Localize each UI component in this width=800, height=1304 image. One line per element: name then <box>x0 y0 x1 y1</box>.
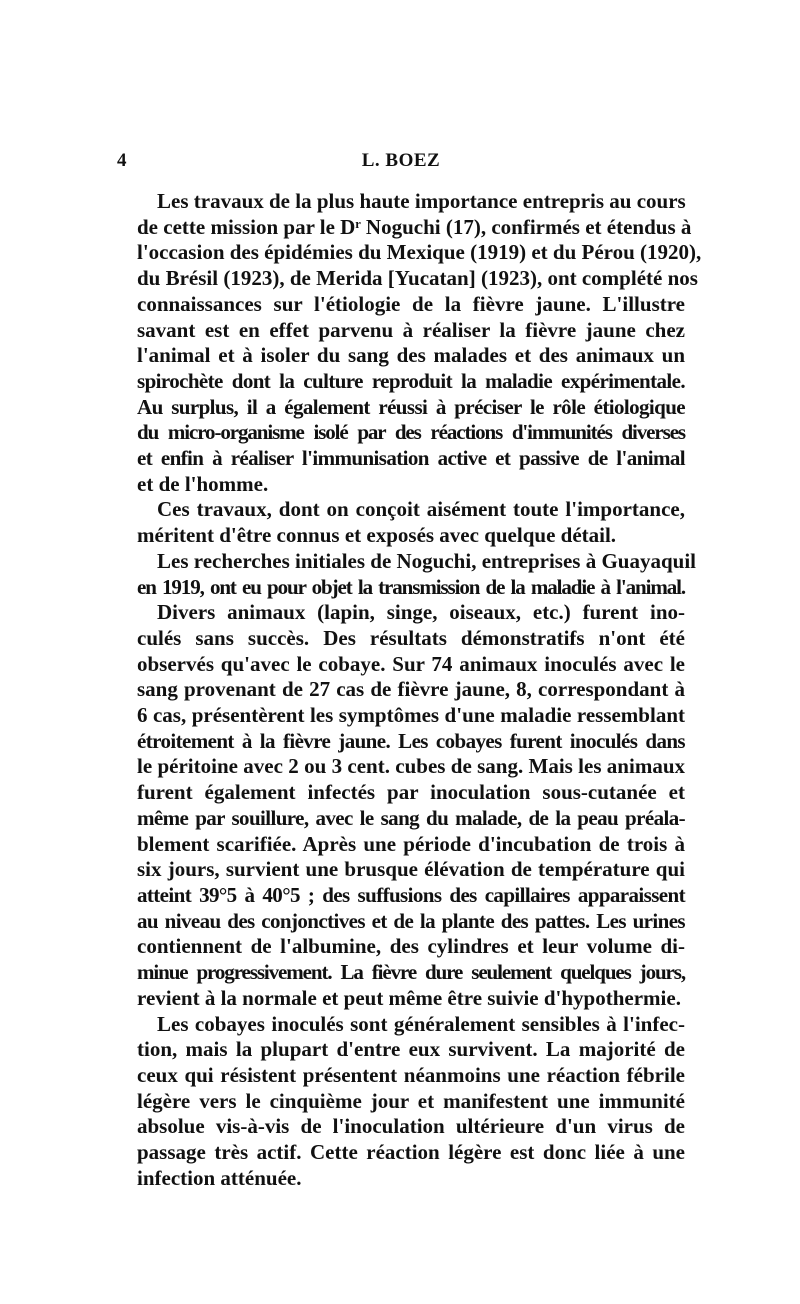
text-line: furent également infectés par inoculation sous-cutanée et <box>137 780 685 805</box>
page-number: 4 <box>117 150 127 171</box>
text-line: savant est en effet parvenu à réaliser la fièvre jaune chez <box>137 317 685 342</box>
text-line: Divers animaux (lapin, singe, oiseaux, etc.) furent ino- <box>157 600 685 625</box>
paragraph <box>117 600 685 1011</box>
text-line: même par souillure, avec le sang du malade, de la peau préala- <box>137 805 685 830</box>
paragraph <box>117 1012 685 1192</box>
text-line: Les travaux de la plus haute importance entrepris au cours <box>157 189 686 213</box>
text-line: légère vers le cinquième jour et manifestent une immunité <box>137 1088 685 1113</box>
text-line: blement scarifiée. Après une période d'incubation de trois à <box>137 831 685 856</box>
text-line: du micro-organisme isolé par des réactions d'immunités diverses <box>137 420 685 445</box>
text-line: 6 cas, présentèrent les symptômes d'une maladie ressemblant <box>137 703 685 728</box>
running-head <box>117 150 685 176</box>
text-line: et enfin à réaliser l'immunisation active et passive de l'animal <box>137 446 685 471</box>
text-line: méritent d'être connus et exposés avec quelque détail. <box>137 523 617 548</box>
text-line: minue progressivement. La fièvre dure seulement quelques jours, <box>137 960 685 985</box>
text-line: en 1919, ont eu pour objet la transmission de la maladie à l'animal. <box>137 574 685 599</box>
text-line: sang provenant de 27 cas de fièvre jaune, 8, correspondant à <box>137 677 685 702</box>
text-line: Les cobayes inoculés sont généralement sensibles à l'infec- <box>157 1011 685 1036</box>
text-line: absolue vis-à-vis de l'inoculation ultérieure d'un virus de <box>137 1114 685 1139</box>
text-line: et de l'homme. <box>137 471 269 496</box>
text-line: six jours, survient une brusque élévation de température qui <box>137 857 685 882</box>
text-line: étroitement à la fièvre jaune. Les cobayes furent inoculés dans <box>137 728 685 753</box>
text-line: tion, mais la plupart d'entre eux survivent. La majorité de <box>137 1037 685 1062</box>
text-line: observés qu'avec le cobaye. Sur 74 animaux inoculés avec le <box>137 651 685 676</box>
paragraph <box>117 189 702 497</box>
running-head-title: L. BOEZ <box>361 150 441 171</box>
text-line: l'animal et à isoler du sang des malades et des animaux un <box>137 343 685 368</box>
text-line: contiennent de l'albumine, des cylindres et leur volume di- <box>137 934 685 959</box>
text-line: l'occasion des épidémies du Mexique (1919) et du Pérou (1920), <box>137 240 702 265</box>
text-line: atteint 39°5 à 40°5 ; des suffusions des capillaires apparaissent <box>137 882 685 907</box>
text-line: le péritoine avec 2 ou 3 cent. cubes de sang. Mais les animaux <box>137 754 685 779</box>
text-line: connaissances sur l'étiologie de la fièvre jaune. L'illustre <box>137 291 685 316</box>
text-line: au niveau des conjonctives et de la plante des pattes. Les urines <box>137 908 685 933</box>
text-line: de cette mission par le Dʳ Noguchi (17), confirmés et étendus à <box>137 214 692 239</box>
paragraph <box>117 497 685 548</box>
text-line: Au surplus, il a également réussi à préciser le rôle étiologique <box>137 394 685 419</box>
body-text <box>117 189 702 1191</box>
text-line: revient à la normale et peut même être suivie d'hypothermie. <box>137 985 681 1010</box>
text-line: Les recherches initiales de Noguchi, entreprises à Guayaquil <box>157 548 696 573</box>
text-line: Ces travaux, dont on conçoit aisément toute l'importance, <box>157 497 685 522</box>
text-line: culés sans succès. Des résultats démonstratifs n'ont été <box>137 625 685 650</box>
paragraph <box>117 548 696 600</box>
text-line: ceux qui résistent présentent néanmoins une réaction fébrile <box>137 1062 685 1087</box>
text-line: passage très actif. Cette réaction légère est donc liée à une <box>137 1140 685 1165</box>
text-line: infection atténuée. <box>137 1165 302 1190</box>
text-line: du Brésil (1923), de Merida [Yucatan] (1923), ont complété nos <box>137 266 698 291</box>
text-line: spirochète dont la culture reproduit la maladie expérimentale. <box>137 368 685 393</box>
